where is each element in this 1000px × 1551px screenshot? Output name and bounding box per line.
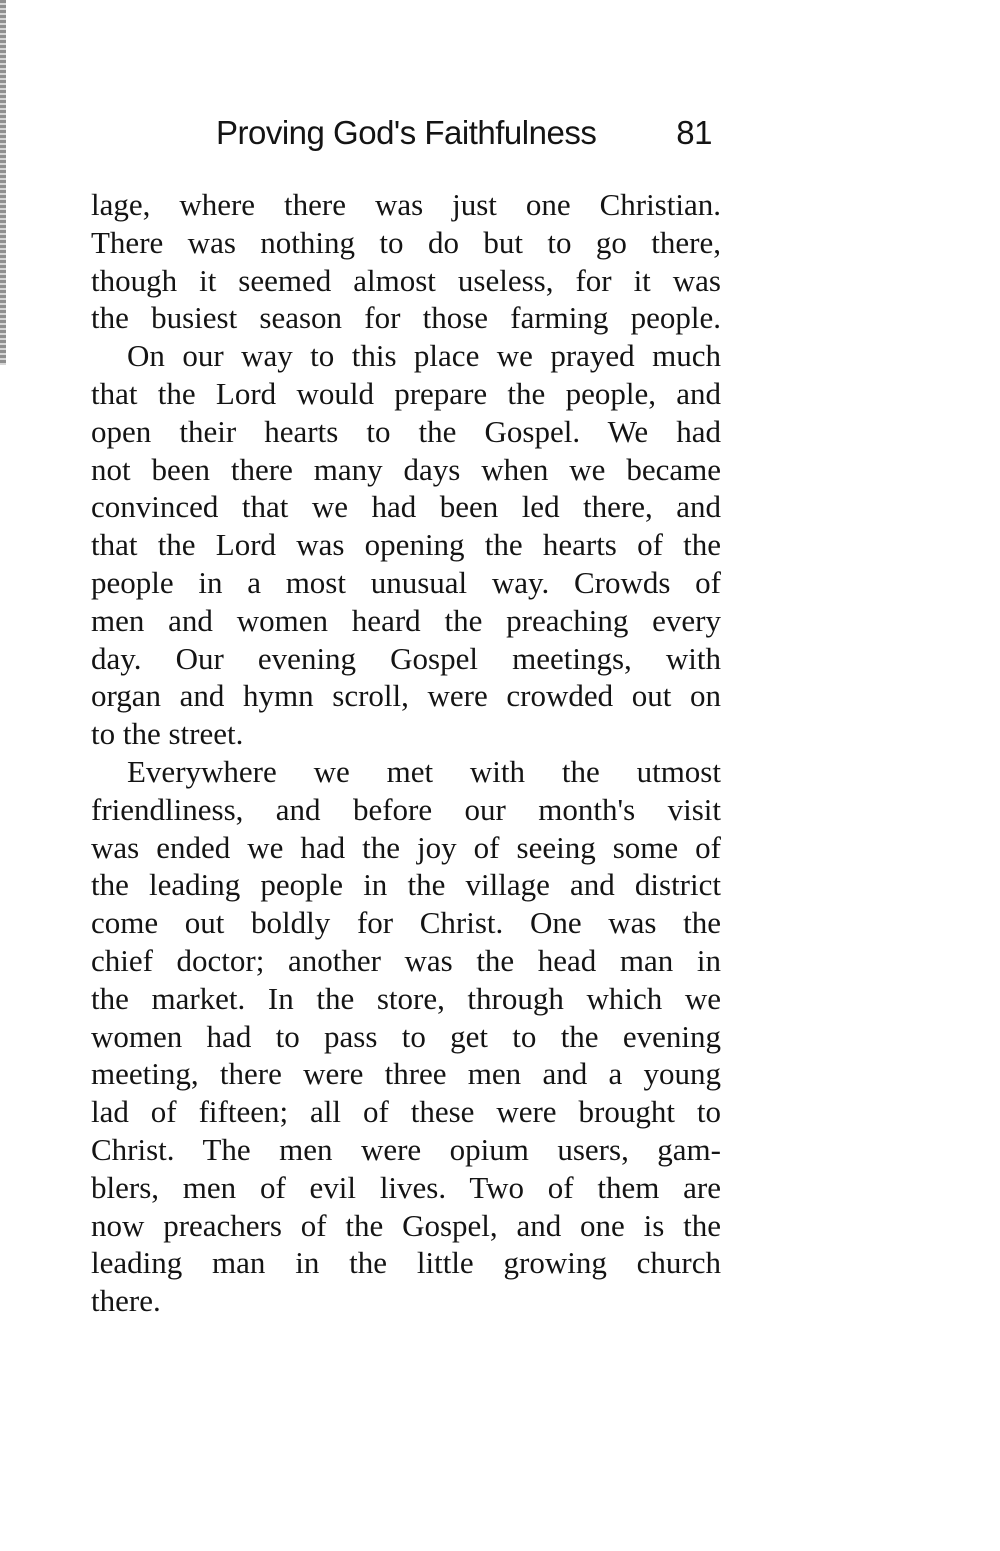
- text-line: Christ. The men were opium users, gam-: [91, 1131, 721, 1167]
- text-line: blers, men of evil lives. Two of them are: [91, 1169, 721, 1205]
- text-line: the market. In the store, through which we: [91, 980, 721, 1016]
- text-line: convinced that we had been led there, and: [91, 489, 721, 525]
- text-line: day. Our evening Gospel meetings, with: [91, 640, 721, 676]
- text-line: the busiest season for those farming people.: [91, 300, 721, 336]
- text-line: though it seemed almost useless, for it was: [91, 262, 721, 298]
- text-line: come out boldly for Christ. One was the: [91, 905, 721, 941]
- text-line: lad of fifteen; all of these were brought to: [91, 1094, 721, 1130]
- text-line: lage, where there was just one Christian.: [91, 187, 721, 222]
- text-line: people in a most unusual way. Crowds of: [91, 564, 721, 600]
- text-line: leading man in the little growing church: [91, 1245, 721, 1281]
- text-line: There was nothing to do but to go there,: [91, 224, 721, 260]
- running-title: Proving God's Faithfulness: [216, 114, 597, 151]
- page-number: 81: [676, 114, 712, 151]
- text-line: women had to pass to get to the evening: [91, 1018, 721, 1054]
- text-line: organ and hymn scroll, were crowded out on: [91, 678, 721, 714]
- text-line: meeting, there were three men and a young: [91, 1056, 721, 1092]
- text-line: not been there many days when we became: [91, 451, 721, 487]
- text-line: that the Lord was opening the hearts of the: [91, 527, 721, 563]
- text-line: chief doctor; another was the head man in: [91, 942, 721, 978]
- text-line: men and women heard the preaching every: [91, 602, 721, 638]
- paragraph-last-line: there.: [91, 1283, 161, 1319]
- text-line: friendliness, and before our month's visit: [91, 791, 721, 827]
- text-line: now preachers of the Gospel, and one is the: [91, 1207, 721, 1243]
- paragraph-first-line: On our way to this place we prayed much: [127, 338, 721, 374]
- running-head: [216, 108, 712, 158]
- page-binding-edge: [0, 0, 6, 365]
- paragraph-first-line: Everywhere we met with the utmost: [127, 753, 721, 789]
- text-line: was ended we had the joy of seeing some of: [91, 829, 721, 865]
- text-line: the leading people in the village and district: [91, 867, 721, 903]
- paragraph-last-line: to the street.: [91, 716, 244, 752]
- body-text: [91, 186, 721, 1320]
- text-line: open their hearts to the Gospel. We had: [91, 413, 721, 449]
- text-line: that the Lord would prepare the people, and: [91, 375, 721, 411]
